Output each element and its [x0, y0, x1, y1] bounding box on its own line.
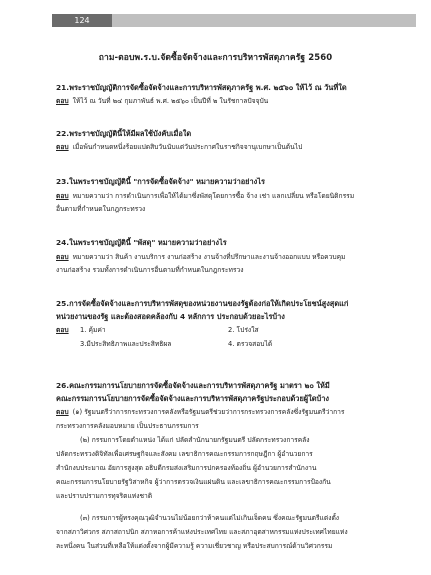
answer-label: ตอบ	[56, 97, 69, 105]
option-2: 2. โปร่งใส	[228, 326, 259, 334]
answer-text: ให้ไว้ ณ วันที่ ๒๔ กุมภาพันธ์ พ.ศ. ๒๕๖๐ เป็นปีที่ ๒ ในรัชกาลปัจจุบัน	[72, 97, 269, 105]
question-21: 21.พระราชบัญญัติการจัดซื้อจัดจ้างและการบริหารพัสดุภาครัฐ พ.ศ. ๒๕๖๐ ให้ไว้ ณ วันที่ใด	[56, 83, 347, 92]
page-number: 124	[52, 14, 112, 27]
answer-label: ตอบ	[56, 253, 69, 261]
answer-text: เมื่อพ้นกำหนดหนึ่งร้อยแปดสิบวันนับแต่วันประกาศในราชกิจจานุเบกษาเป็นต้นไป	[72, 143, 303, 151]
answer-22	[56, 141, 418, 153]
answer-text: (๑) รัฐมนตรีว่าการกระทรวงการคลังหรือรัฐมนตรีช่วยว่าการกระทรวงการคลังซึ่งรัฐมนตรีว่าการ	[72, 408, 345, 416]
answer-text: หมายความว่า การดำเนินการเพื่อให้ได้มาซึ่งพัสดุโดยการซื้อ จ้าง เช่า แลกเปลี่ยน หรือโดยนิติกรรม	[72, 192, 355, 200]
question-23: 23.ในพระราชบัญญัตินี้ "การจัดซื้อจัดจ้าง" หมายความว่าอย่างไร	[56, 177, 265, 186]
question-26: 26.คณะกรรมการนโยบายการจัดซื้อจัดจ้างและการบริหารพัสดุภาครัฐ มาตรา ๒๐ ให้มี	[56, 381, 330, 390]
answer-24	[56, 251, 418, 263]
question-22: 22.พระราชบัญญัตินี้ให้มีผลใช้บังคับเมื่อใด	[56, 129, 192, 138]
answer-label: ตอบ	[56, 192, 69, 200]
option-1: 1. คุ้มค่า	[80, 326, 106, 334]
answer-26-line-6: คณะกรรมการนโยบายรัฐวิสาหกิจ ผู้ว่าการตรวจเงินแผ่นดิน และเลขาธิการคณะกรรมการป้องกัน	[56, 478, 331, 486]
answer-26-line-10: ละหนึ่งคน ในส่วนที่เหลือให้แต่งตั้งจากผู้มีความรู้ ความเชี่ยวชาญ หรือประสบการณ์ด้านวิศวกรรม	[56, 542, 333, 550]
question-25-cont: หน่วยงานของรัฐ และต้องสอดคล้องกับ 4 หลักการ ประกอบด้วยอะไรบ้าง	[56, 312, 285, 321]
answer-24-cont: งานก่อสร้าง รวมทั้งการดำเนินการอื่นตามที่กำหนดในกฎกระทรวง	[56, 266, 244, 274]
option-4: 4. ตรวจสอบได้	[228, 340, 273, 348]
question-26-cont: คณะกรรมการนโยบายการจัดซื้อจัดจ้างและการบริหารพัสดุภาครัฐประกอบด้วยผู้ใดบ้าง	[56, 394, 329, 403]
answer-26-line-8: (๓) กรรมการผู้ทรงคุณวุฒิจำนวนไม่น้อยกว่าห้าคนแต่ไม่เกินเจ็ดคน ซึ่งคณะรัฐมนตรีแต่งตั้ง	[80, 514, 340, 522]
answer-26-line-9: จากสภาวิศวกร สภาสถาปนิก สภาหอการค้าแห่งประเทศไทย และสภาอุตสาหกรรมแห่งประเทศไทยแห่ง	[56, 528, 348, 536]
answer-21	[56, 95, 418, 107]
answer-26-line-3: (๒) กรรมการโดยตำแหน่ง ได้แก่ ปลัดสำนักนายกรัฐมนตรี ปลัดกระทรวงการคลัง	[80, 436, 310, 444]
answer-26-line-4: ปลัดกระทรวงดิจิทัลเพื่อเศรษฐกิจและสังคม เลขาธิการคณะกรรมการกฤษฎีกา ผู้อำนวยการ	[56, 450, 313, 458]
answer-26-line-2: กระทรวงการคลังมอบหมาย เป็นประธานกรรมการ	[56, 422, 199, 430]
option-3: 3.มีประสิทธิภาพและประสิทธิผล	[80, 340, 172, 348]
answer-text: หมายความว่า สินค้า งานบริการ งานก่อสร้าง งานจ้างที่ปรึกษาและงานจ้างออกแบบ หรือควบคุม	[72, 253, 346, 261]
answer-26-line-5: สำนักงบประมาณ อัยการสูงสุด อธิบดีกรมส่งเสริมการปกครองท้องถิ่น ผู้อำนวยการสำนักงาน	[56, 464, 317, 472]
answer-23	[56, 190, 418, 202]
answer-label: ตอบ	[56, 326, 69, 334]
answer-26-line-7: และปราบปรามการทุจริตแห่งชาติ	[56, 492, 153, 500]
answer-26-line-1	[56, 406, 418, 418]
question-25: 25.การจัดซื้อจัดจ้างและการบริหารพัสดุของหน่วยงานของรัฐต้องก่อให้เกิดประโยชน์สูงสุดแก่	[56, 299, 349, 308]
answer-label: ตอบ	[56, 408, 69, 416]
answer-label: ตอบ	[56, 143, 69, 151]
question-24: 24.ในพระราชบัญญัตินี้ "พัสดุ" หมายความว่าอย่างไร	[56, 238, 227, 247]
document-title: ถาม-ตอบพ.ร.บ.จัดซื้อจัดจ้างและการบริหารพัสดุภาครัฐ 2560	[98, 53, 333, 63]
answer-23-cont: อื่นตามที่กำหนดในกฎกระทรวง	[56, 205, 146, 213]
